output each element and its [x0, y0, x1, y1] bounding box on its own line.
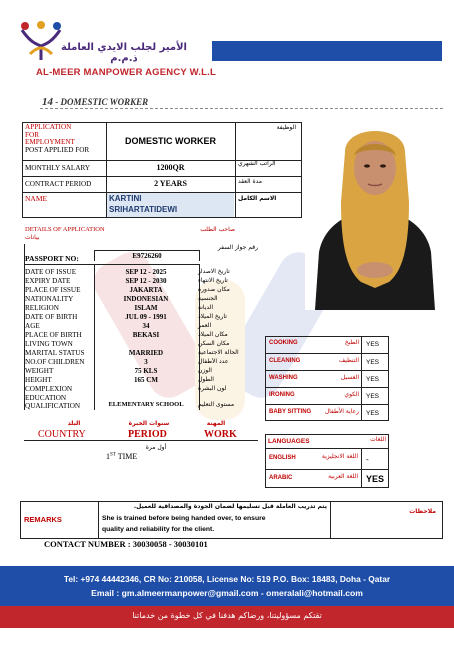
education-label [25, 394, 80, 410]
application-label-2: FOR [25, 130, 39, 139]
row-arabic: الوزن [198, 367, 212, 374]
education-label-1: EDUCATION [25, 394, 67, 402]
name-line-1: KARTINI [109, 194, 142, 203]
table-row [24, 340, 258, 349]
passport-label: PASSPORT NO: [25, 254, 79, 263]
contract-label: CONTRACT PERIOD [25, 180, 92, 188]
header [0, 0, 454, 86]
skill-label: WASHING [269, 375, 298, 381]
row-value: 3 [144, 358, 148, 366]
table-row [24, 286, 258, 295]
row-label: AGE [25, 322, 40, 330]
row-arabic: مكان صدوره [198, 286, 230, 293]
application-label [25, 124, 89, 154]
lang-vdivider [361, 448, 362, 488]
row-value: 75 KLS [134, 367, 158, 375]
contact-value: 30030058 - 30030101 [132, 539, 208, 549]
row-value: SEP 12 - 2030 [125, 277, 167, 285]
row-vdivider [94, 340, 95, 349]
name-label: NAME [25, 194, 48, 203]
row-value: JUL 09 - 1991 [125, 313, 167, 321]
row-value: MARRIED [128, 349, 164, 357]
skill-label: IRONING [269, 392, 295, 398]
row-value: ELEMENTARY SCHOOL [108, 401, 184, 408]
table-row [24, 244, 258, 264]
row-label: RELIGION [25, 304, 59, 312]
row-label: WEIGHT [25, 367, 54, 375]
remarks-label: REMARKS [24, 515, 62, 524]
header-blue-bar [212, 41, 442, 61]
application-label-3: EMPLOYMENT [25, 138, 75, 147]
salary-arabic: الراتب الشهري [238, 160, 276, 167]
skill-label: COOKING [269, 340, 298, 346]
skill-arabic: الطبخ [344, 339, 359, 346]
languages-label: LANGUAGES [268, 438, 310, 445]
experience-divider [24, 440, 258, 441]
footer-line-1: Tel: +974 44442346, CR No: 210058, License No: 519 P.O. Box: 18483, Doha - Qatar [63, 574, 391, 584]
skill-value: YES [366, 359, 380, 366]
contact-line [44, 539, 208, 549]
work-arabic: المهنة [206, 420, 226, 427]
row-value: 165 CM [134, 376, 158, 384]
document-title [42, 96, 148, 108]
footer-line-3: تقتكم مسؤوليتنا، ورضاكم هدفنا في كل خطوة من خدماتنا [132, 611, 322, 620]
first-time-text: TIME [115, 452, 138, 461]
row-value: SEP 12 - 2025 [125, 268, 167, 276]
country-arabic: البلد [67, 420, 81, 427]
languages-arabic: اللغات [370, 436, 386, 443]
salary-label: MONTHLY SALARY [25, 164, 91, 172]
language-arabic-arabic: اللغة العربية [328, 473, 358, 480]
row-label: DATE OF ISSUE [25, 268, 77, 276]
remarks-arabic-label: ملاحظات [409, 508, 436, 515]
period-label: PERIOD [128, 429, 167, 440]
row-label: PLACE OF ISSUE [25, 286, 81, 294]
row-arabic: مكان الميلاد [198, 331, 228, 338]
document-number: 14 [42, 96, 53, 108]
name-arabic: الاسم الكامل [238, 195, 277, 202]
skill-arabic: الكوي [344, 391, 359, 398]
row-value: ISLAM [134, 304, 158, 312]
remarks-vdivider [98, 501, 99, 539]
post-applied-value: DOMESTIC WORKER [125, 136, 216, 146]
row-arabic: الديانة [198, 304, 214, 311]
contract-value: 2 YEARS [154, 179, 187, 188]
language-english-arabic: اللغة الانجليزية [321, 453, 358, 460]
table-row [24, 265, 258, 277]
skill-value: YES [366, 410, 380, 417]
work-label: WORK [204, 429, 237, 440]
row-label: HEIGHT [25, 376, 52, 384]
language-arabic-label: ARABIC [269, 475, 293, 481]
divider [235, 122, 236, 218]
table-left-border [24, 244, 25, 410]
row-label: NO.OF CHILDREN [25, 358, 85, 366]
table-row [24, 358, 258, 367]
passport-arabic: رقم جواز السفر [217, 244, 258, 251]
row-label: LIVING TOWN [25, 340, 73, 348]
row-arabic: الطول [198, 376, 214, 383]
skill-row [265, 387, 389, 404]
language-english-value: - [366, 455, 369, 464]
row-label: EXPIRY DATE [25, 277, 71, 285]
row-arabic: تاريخ الاصدار [198, 268, 230, 275]
details-arabic-2: بيانات [25, 234, 40, 241]
contract-arabic: مدة العقد [238, 178, 262, 185]
company-name-arabic: الأمير لجلب الايدي العاملة ذ.م.م [61, 42, 187, 64]
row-label: PLACE OF BIRTH [25, 331, 82, 339]
row-value: JAKARTA [129, 286, 163, 294]
name-line-2: SRIHARTATIDEWI [109, 205, 178, 214]
table-row [24, 331, 258, 340]
skill-value: YES [366, 341, 380, 348]
table-row [24, 394, 258, 410]
footer-blue-band [0, 566, 454, 606]
row-arabic: الحالة الاجتماعية [198, 349, 239, 356]
first-time-num: 1 [106, 452, 110, 461]
row-value: 34 [142, 322, 150, 330]
row-arabic: مستوى التعليم [198, 401, 235, 408]
table-row [24, 349, 258, 358]
language-english-label: ENGLISH [269, 455, 296, 461]
row-arabic: العمر [198, 322, 212, 329]
skill-label: BABY SITTING [269, 409, 312, 415]
row-label: COMPLEXION [25, 385, 73, 393]
period-arabic: سنوات الخبرة [128, 420, 170, 427]
salary-value: 1200QR [156, 163, 185, 172]
document-title-text: - DOMESTIC WORKER [55, 97, 149, 107]
row-value: INDONESIAN [123, 295, 169, 303]
application-label-1: APPLICATION [25, 123, 72, 131]
company-name-english: AL-MEER MANPOWER AGENCY W.L.L [36, 67, 216, 78]
remarks-text-1: She is trained before being handed over, to ensure [102, 515, 266, 522]
country-label: COUNTRY [38, 429, 86, 440]
first-time-arabic: أول مرة [145, 444, 167, 451]
details-arabic-1: صاحب الطلب [200, 226, 235, 233]
name-value [107, 193, 234, 217]
row-label: DATE OF BIRTH [25, 313, 78, 321]
footer-line-2: Email : gm.almeermanpower@gmail.com - omeralali@hotmail.com [91, 588, 363, 598]
skill-row [265, 336, 389, 353]
table-row [24, 385, 258, 394]
table-row [24, 376, 258, 385]
post-applied-arabic: الوظيفة [276, 124, 296, 131]
first-time-value [106, 452, 137, 461]
skill-value: YES [366, 393, 380, 400]
table-row [24, 277, 258, 286]
skill-label: CLEANING [269, 358, 301, 364]
skill-value: YES [366, 376, 380, 383]
table-row [24, 322, 258, 331]
skill-row [265, 404, 389, 421]
education-label-2: QUALIFICATION [25, 402, 81, 410]
table-row [24, 367, 258, 376]
row-arabic: تاريخ الانتهاء [198, 277, 228, 284]
lang-divider [265, 469, 389, 470]
skill-arabic: رعاية الأطفال [324, 408, 359, 415]
language-arabic-value: YES [366, 474, 385, 484]
contact-label: CONTACT NUMBER : [44, 539, 133, 549]
application-label-4: POST APPLIED FOR [25, 145, 90, 154]
row-label: MARITAL STATUS [25, 349, 85, 357]
row-arabic: مكان السكن [198, 340, 230, 347]
skill-arabic: التنظيف [338, 357, 359, 364]
row-value: BEKASI [132, 331, 160, 339]
skill-row [265, 370, 389, 387]
row-arabic: عدد الأطفال [198, 358, 229, 365]
title-underline [40, 108, 443, 109]
lang-divider [265, 448, 389, 449]
details-label: DETAILS OF APPLICATION [25, 226, 105, 233]
table-row [24, 295, 258, 304]
remarks-text-2: quality and reliability for the client. [102, 526, 215, 533]
remarks-vdivider-2 [330, 501, 331, 539]
row-arabic: تاريخ الميلاد [198, 313, 227, 320]
footer [0, 566, 454, 645]
row-vdivider [94, 385, 95, 394]
row-arabic: لون البشرة [198, 385, 227, 392]
skill-arabic: الغسيل [340, 374, 359, 381]
row-label: NATIONALITY [25, 295, 74, 303]
remarks-text-arabic: يتم تدريب العاملة قبل تسليمها لضمان الجودة والمصداقية للعميل. [133, 503, 327, 510]
table-row [24, 313, 258, 322]
first-time-sup: ST [110, 452, 116, 458]
divider [22, 176, 302, 177]
row-arabic: الجنسية [198, 295, 218, 302]
skills-divider [361, 336, 362, 421]
skill-row [265, 353, 389, 370]
applicant-photo [305, 112, 445, 310]
passport-value: E9726260 [94, 250, 200, 261]
table-row [24, 304, 258, 313]
